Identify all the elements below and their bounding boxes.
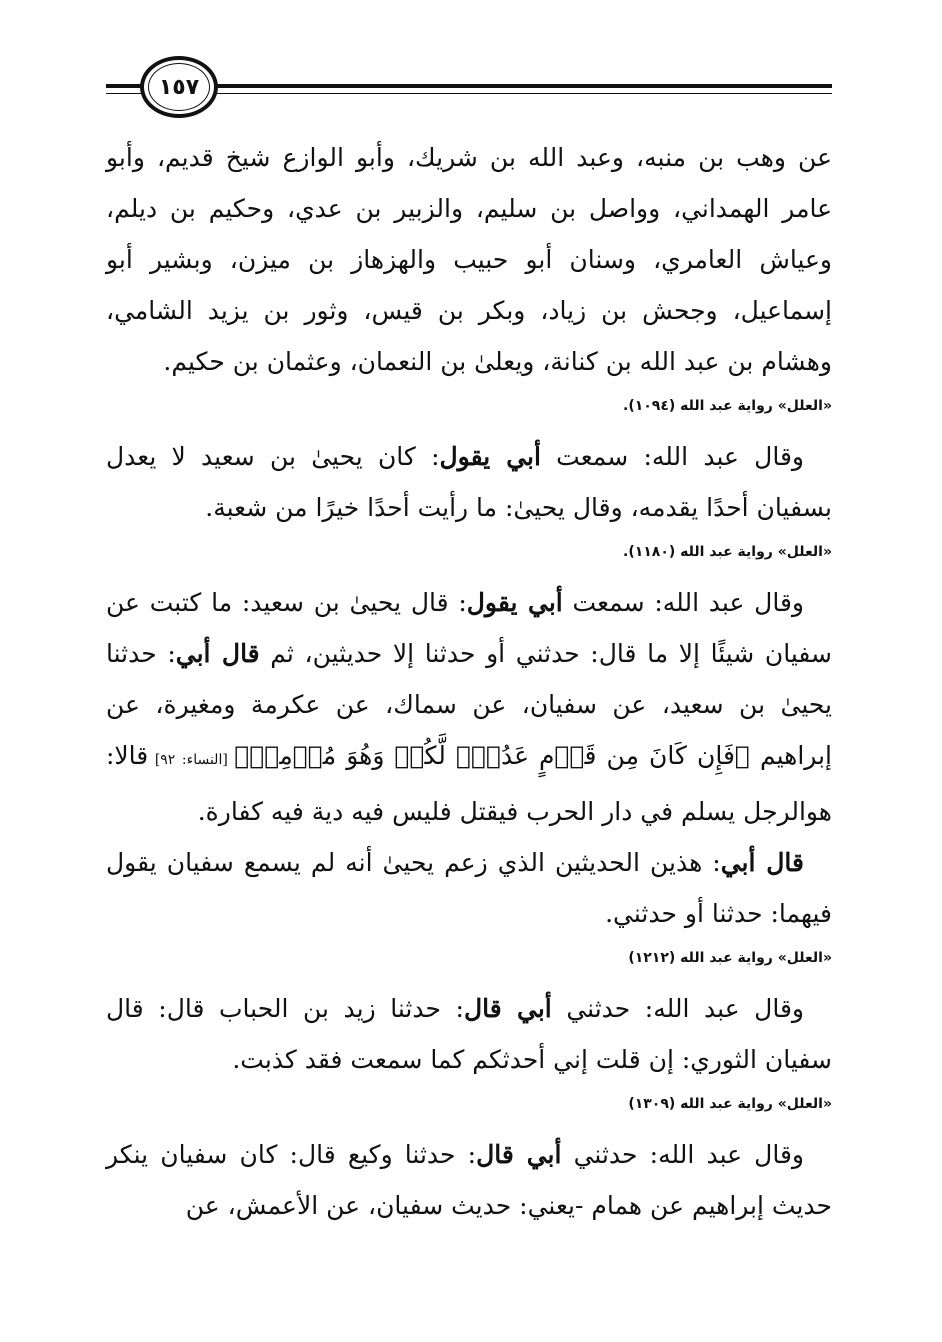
paragraph-two-hadiths xyxy=(106,577,832,837)
header-rule-thin xyxy=(215,93,832,94)
paragraph-text-post: : حدثنا زيد بن الحباب قال: قال سفيان الثوري: إن قلت إني أحدثكم كما سمعت فقد كذبت. xyxy=(106,994,832,1074)
header-rule-thick xyxy=(215,84,832,88)
paragraph-text-pre: وقال عبد الله: حدثني xyxy=(551,994,804,1023)
paragraph-text-pre: وقال عبد الله: سمعت xyxy=(562,588,804,617)
paragraph-text: عن وهب بن منبه، وعبد الله بن شريك، وأبو الوازع شيخ قديم، وأبو عامر الهمداني، وواصل بن سليم، والزبير بن عدي، وحكيم بن ديلم، وعياش العامري، وسنان أبو حبيب والهزهاز بن ميزن، وبشير أبو إسماعيل، وجحش بن زياد، وبكر بن قيس، وثور بن يزيد الشامي، وهشام بن عبد الله بن كنانة، ويعلىٰ بن النعمان، وعثمان بن حكيم. xyxy=(106,143,832,376)
reference-line: «العلل» رواية عبد الله (١٠٩٤). xyxy=(623,398,832,414)
paragraph-text-pre: وقال عبد الله: سمعت xyxy=(540,442,804,471)
paragraph-text-post: : كان يحيىٰ بن سعيد لا يعدل بسفيان أحدًا يقدمه، وقال يحيىٰ: ما رأيت أحدًا خيرًا من شعبة. xyxy=(106,442,832,522)
paragraph-text-mid: : قال يحيىٰ بن سعيد: ما كتبت عن سفيان شيئًا إلا ما قال: حدثني أو حدثنا إلا حديثين، ثم xyxy=(106,588,832,668)
paragraph-waki xyxy=(106,1129,832,1231)
paragraph-text-bold: قال أبي xyxy=(720,848,804,877)
paragraph-text-post: قالا: هوالرجل يسلم في دار الحرب فيقتل فليس فيه دية فيه كفارة. xyxy=(106,741,832,826)
verse-citation: [النساء: ٩٢] xyxy=(148,752,235,768)
paragraph-text-post: : هذين الحديثين الذي زعم يحيىٰ أنه لم يسمع سفيان يقول فيهما: حدثنا أو حدثني. xyxy=(106,848,832,928)
reference-line: «العلل» رواية عبد الله (١٢١٢) xyxy=(628,950,832,966)
page-body xyxy=(106,128,832,1231)
page-header xyxy=(0,0,942,130)
quran-verse: ﴿فَإِن كَانَ مِن قَوۡمٍ عَدُوّٖ لَّكُمۡ وَهُوَ مُؤۡمِنٞ﴾ xyxy=(234,741,750,770)
reference-line: «العلل» رواية عبد الله (١٣٠٩) xyxy=(628,1096,832,1112)
paragraph-thawri xyxy=(106,983,832,1085)
paragraph-text-bold: أبي يقول xyxy=(466,588,563,617)
paragraph-text-bold-2: قال أبي xyxy=(175,639,260,668)
page-number: ١٥٧ xyxy=(148,63,210,111)
paragraph-text-bold: أبي يقول xyxy=(439,442,541,471)
paragraph-text-mid-2: : حدثنا يحيىٰ بن سعيد، عن سفيان، عن سماك، عن عكرمة ومغيرة، عن إبراهيم xyxy=(106,639,832,770)
paragraph-text-bold: أبي قال xyxy=(463,994,552,1023)
page-number-badge xyxy=(140,56,218,118)
paragraph-text-pre: وقال عبد الله: حدثني xyxy=(561,1140,804,1169)
paragraph-abi-comment xyxy=(106,837,832,939)
paragraph-text-bold: أبي قال xyxy=(476,1140,562,1169)
reference-line: «العلل» رواية عبد الله (١١٨٠). xyxy=(623,544,832,560)
paragraph-narrators-list xyxy=(106,132,832,387)
paragraph-text-post: : حدثنا وكيع قال: كان سفيان ينكر حديث إبراهيم عن همام -يعني: حديث سفيان، عن الأعمش، عن xyxy=(106,1140,832,1220)
paragraph-yahya-sufyan xyxy=(106,431,832,533)
